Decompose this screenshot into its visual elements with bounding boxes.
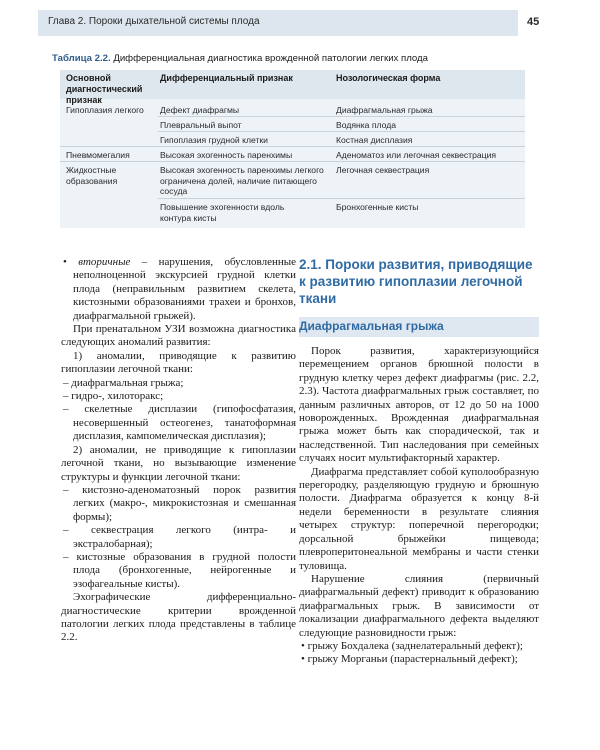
list-item: – кистозно-аденоматозный порок развития легких (макро-, микрокистозная и смешанная формы); [63,483,297,523]
table-rule [158,131,525,132]
left-column [61,256,296,645]
table-caption-label: Таблица 2.2. [52,53,111,64]
table-cell-main: Пневмомегалия [66,150,130,160]
table-cell-diff: Высокая эхогенность паренхимы [160,150,293,160]
table-cell-main: Гипоплазия легкого [66,105,144,115]
table-header-form: Нозологическая форма [336,73,441,83]
table-rule [60,161,525,162]
list-item: • грыжу Бохдалека (заднелатеральный дефект); [301,639,523,652]
right-column [299,256,539,667]
chapter-title: Глава 2. Пороки дыхательной системы плода [48,16,260,27]
paragraph: • вторичные – нарушения, обусловленные неполноценной экскурсией грудной клетки плода (неправильным развитием скелета, кистозными образованиями трахеи и бронхов, диафрагмальной грыжей). [63,256,297,322]
section-title: 2.1. Пороки развития, приводящие к развитию гипоплазии легочной ткани [299,257,533,306]
table-cell-diff: Дефект диафрагмы [160,105,240,115]
page-header [0,0,600,40]
list-item: – гидро-, хилоторакс; [63,390,164,403]
table-cell-form: Бронхогенные кисты [336,202,419,212]
table-rule [60,146,525,147]
list-item: – кистозные образования в грудной полости плода (бронхогенные, нейрогенные и эзофагеальные кисты). [63,550,297,590]
table-cell-form: Водянка плода [336,120,397,130]
table-cell-form: Легочная секвестрация [336,165,430,175]
table-cell-diff: Плевральный выпот [160,120,242,130]
table-cell-diff: Повышение эхогенности вдоль контура кисты [160,202,285,223]
table-cell-form: Диафрагмальная грыжа [336,105,433,115]
paragraph: Диафрагма представляет собой куполообразную перегородку, разделяющую грудную и брюшную полости. Диафрагма образуется к концу 8-й недели беременности в результате слияния четырех структур: поперечной перегородки; дорсальной брыжейки пищевода; плевроперитонеальной мембраны и части стенки туловища. [299,465,539,572]
page-number: 45 [527,16,540,28]
paragraph: Эхографические дифференциально-диагностические критерии врожденной патологии легких плода представлены в таблице 2.2. [61,591,296,644]
table-cell-form: Аденоматоз или легочная секвестрация [336,150,497,160]
table-cell-diff: Гипоплазия грудной клетки [160,135,268,145]
table-rule [158,198,525,199]
table-caption [52,53,532,64]
list-item: – секвестрация легкого (интра- и экстралобарная); [63,524,296,550]
diagnosis-table [60,70,525,228]
table-header-main: Основной диагностический признак [66,73,143,105]
table-caption-text: Дифференциальная диагностика врожденной патологии легких плода [113,53,428,64]
list-item: – диафрагмальная грыжа; [63,376,184,389]
paragraph: Нарушение слияния (первичный диафрагмальный дефект) приводит к образованию диафрагмальных грыж. В зависимости от локализации диафрагмального дефекта выделяют следующие разновидности грыж: [299,572,539,639]
table-cell-diff: Высокая эхогенность паренхимы легкого ограничена долей, наличие питающего сосуда [160,165,324,196]
table-rule [158,116,525,117]
paragraph: При пренатальном УЗИ возможна диагностика следующих аномалий развития: [61,323,296,349]
italic-term: вторичные [78,256,131,268]
paragraph: Порок развития, характеризующийся перемещением органов брюшной полости в грудную клетку через дефект диафрагмы (рис. 2.2, 2.3). Частота диафрагмальных грыж составляет, по данным различных авторов, от 12 до 50 на 1000 новорожденных. Врожденная диафрагмальная грыжа может быть как спорадической, так и наследственной. Тип наследования при семейных случаях носит мультифакторный характер. [299,345,539,465]
table-header-row [60,70,525,105]
table-cell-main: Жидкостные образования [66,165,118,186]
list-item: – скелетные дисплазии (гипофосфатазия, несовершенный остеогенез, танатоформная дисплазия, кампомелическая дисплазия); [63,403,296,443]
subsection-title: Диафрагмальная грыжа [299,319,444,333]
list-item: • грыжу Морганьи (парастернальный дефект); [301,653,518,666]
paragraph: 1) аномалии, приводящие к развитию гипоплазии легочной ткани: [61,349,296,376]
table-cell-form: Костная дисплазия [336,135,413,145]
table-header-diff: Дифференциальный признак [160,73,293,83]
paragraph: 2) аномалии, не приводящие к гипоплазии легочной ткани, но вызывающие изменение структуры и функции легочной ткани: [61,443,296,483]
